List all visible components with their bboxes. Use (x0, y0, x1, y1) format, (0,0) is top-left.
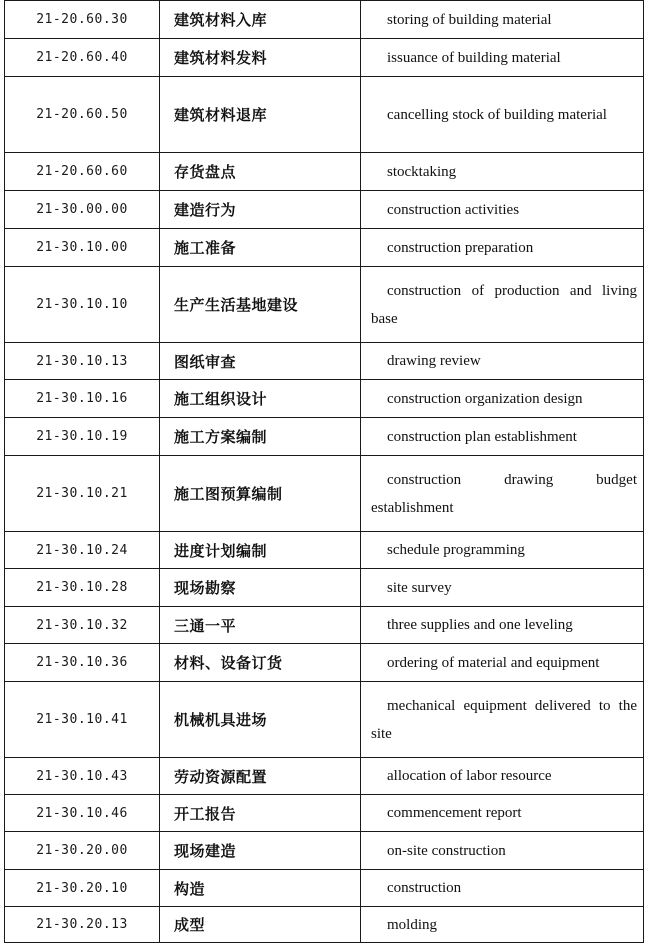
code-cell: 21-30.10.46 (5, 795, 160, 832)
english-term-cell: allocation of labor resource (361, 758, 644, 795)
table-row (5, 644, 644, 682)
code-cell: 21-20.60.40 (5, 39, 160, 77)
code-cell: 21-30.20.10 (5, 870, 160, 907)
code-cell: 21-30.20.13 (5, 907, 160, 943)
code-cell: 21-30.00.00 (5, 191, 160, 229)
table-row (5, 418, 644, 456)
chinese-term-cell: 成型 (160, 907, 361, 943)
chinese-term-cell: 建筑材料入库 (160, 1, 361, 39)
english-term-cell: storing of building material (361, 1, 644, 39)
chinese-term-cell: 建造行为 (160, 191, 361, 229)
table-row (5, 191, 644, 229)
chinese-term-cell: 施工方案编制 (160, 418, 361, 456)
english-term-cell: schedule programming (361, 532, 644, 569)
table-row (5, 907, 644, 943)
english-term-cell: on-site construction (361, 832, 644, 870)
code-cell: 21-30.10.41 (5, 682, 160, 758)
english-term-cell: construction (361, 870, 644, 907)
chinese-term-cell: 存货盘点 (160, 153, 361, 191)
table-row (5, 153, 644, 191)
chinese-term-cell: 施工准备 (160, 229, 361, 267)
english-term-cell: cancelling stock of building material (361, 77, 644, 153)
chinese-term-cell: 现场勘察 (160, 569, 361, 607)
english-term-cell: construction activities (361, 191, 644, 229)
english-term-cell: stocktaking (361, 153, 644, 191)
code-cell: 21-30.20.00 (5, 832, 160, 870)
english-term-cell: molding (361, 907, 644, 943)
table-row (5, 532, 644, 569)
table-row (5, 39, 644, 77)
table-row (5, 456, 644, 532)
table-row (5, 607, 644, 644)
chinese-term-cell: 劳动资源配置 (160, 758, 361, 795)
english-term-cell: three supplies and one leveling (361, 607, 644, 644)
english-term-cell: construction drawing budget establishment (361, 456, 644, 532)
chinese-term-cell: 建筑材料发料 (160, 39, 361, 77)
table-row (5, 1, 644, 39)
english-term-cell: mechanical equipment delivered to the site (361, 682, 644, 758)
table-row (5, 795, 644, 832)
code-cell: 21-20.60.60 (5, 153, 160, 191)
chinese-term-cell: 施工组织设计 (160, 380, 361, 418)
english-term-cell: drawing review (361, 343, 644, 380)
table-row (5, 758, 644, 795)
chinese-term-cell: 开工报告 (160, 795, 361, 832)
english-term-cell: construction of production and living base (361, 267, 644, 343)
chinese-term-cell: 机械机具进场 (160, 682, 361, 758)
chinese-term-cell: 图纸审查 (160, 343, 361, 380)
code-cell: 21-20.60.50 (5, 77, 160, 153)
chinese-term-cell: 进度计划编制 (160, 532, 361, 569)
english-term-cell: construction organization design (361, 380, 644, 418)
english-term-cell: ordering of material and equipment (361, 644, 644, 682)
table-row (5, 380, 644, 418)
table-row (5, 267, 644, 343)
code-cell: 21-30.10.16 (5, 380, 160, 418)
english-term-cell: construction plan establishment (361, 418, 644, 456)
code-cell: 21-30.10.00 (5, 229, 160, 267)
english-term-cell: issuance of building material (361, 39, 644, 77)
chinese-term-cell: 建筑材料退库 (160, 77, 361, 153)
code-cell: 21-30.10.36 (5, 644, 160, 682)
code-cell: 21-30.10.13 (5, 343, 160, 380)
code-cell: 21-30.10.24 (5, 532, 160, 569)
english-term-cell: commencement report (361, 795, 644, 832)
table-row (5, 229, 644, 267)
code-cell: 21-30.10.28 (5, 569, 160, 607)
table-body (5, 1, 644, 943)
chinese-term-cell: 生产生活基地建设 (160, 267, 361, 343)
code-cell: 21-30.10.21 (5, 456, 160, 532)
table-row (5, 343, 644, 380)
chinese-term-cell: 施工图预算编制 (160, 456, 361, 532)
table-row (5, 77, 644, 153)
classification-table (4, 0, 644, 943)
chinese-term-cell: 材料、设备订货 (160, 644, 361, 682)
code-cell: 21-30.10.32 (5, 607, 160, 644)
table-row (5, 569, 644, 607)
chinese-term-cell: 现场建造 (160, 832, 361, 870)
code-cell: 21-30.10.19 (5, 418, 160, 456)
table-row (5, 682, 644, 758)
code-cell: 21-20.60.30 (5, 1, 160, 39)
english-term-cell: construction preparation (361, 229, 644, 267)
code-cell: 21-30.10.43 (5, 758, 160, 795)
chinese-term-cell: 构造 (160, 870, 361, 907)
chinese-term-cell: 三通一平 (160, 607, 361, 644)
table-row (5, 870, 644, 907)
table-row (5, 832, 644, 870)
code-cell: 21-30.10.10 (5, 267, 160, 343)
english-term-cell: site survey (361, 569, 644, 607)
